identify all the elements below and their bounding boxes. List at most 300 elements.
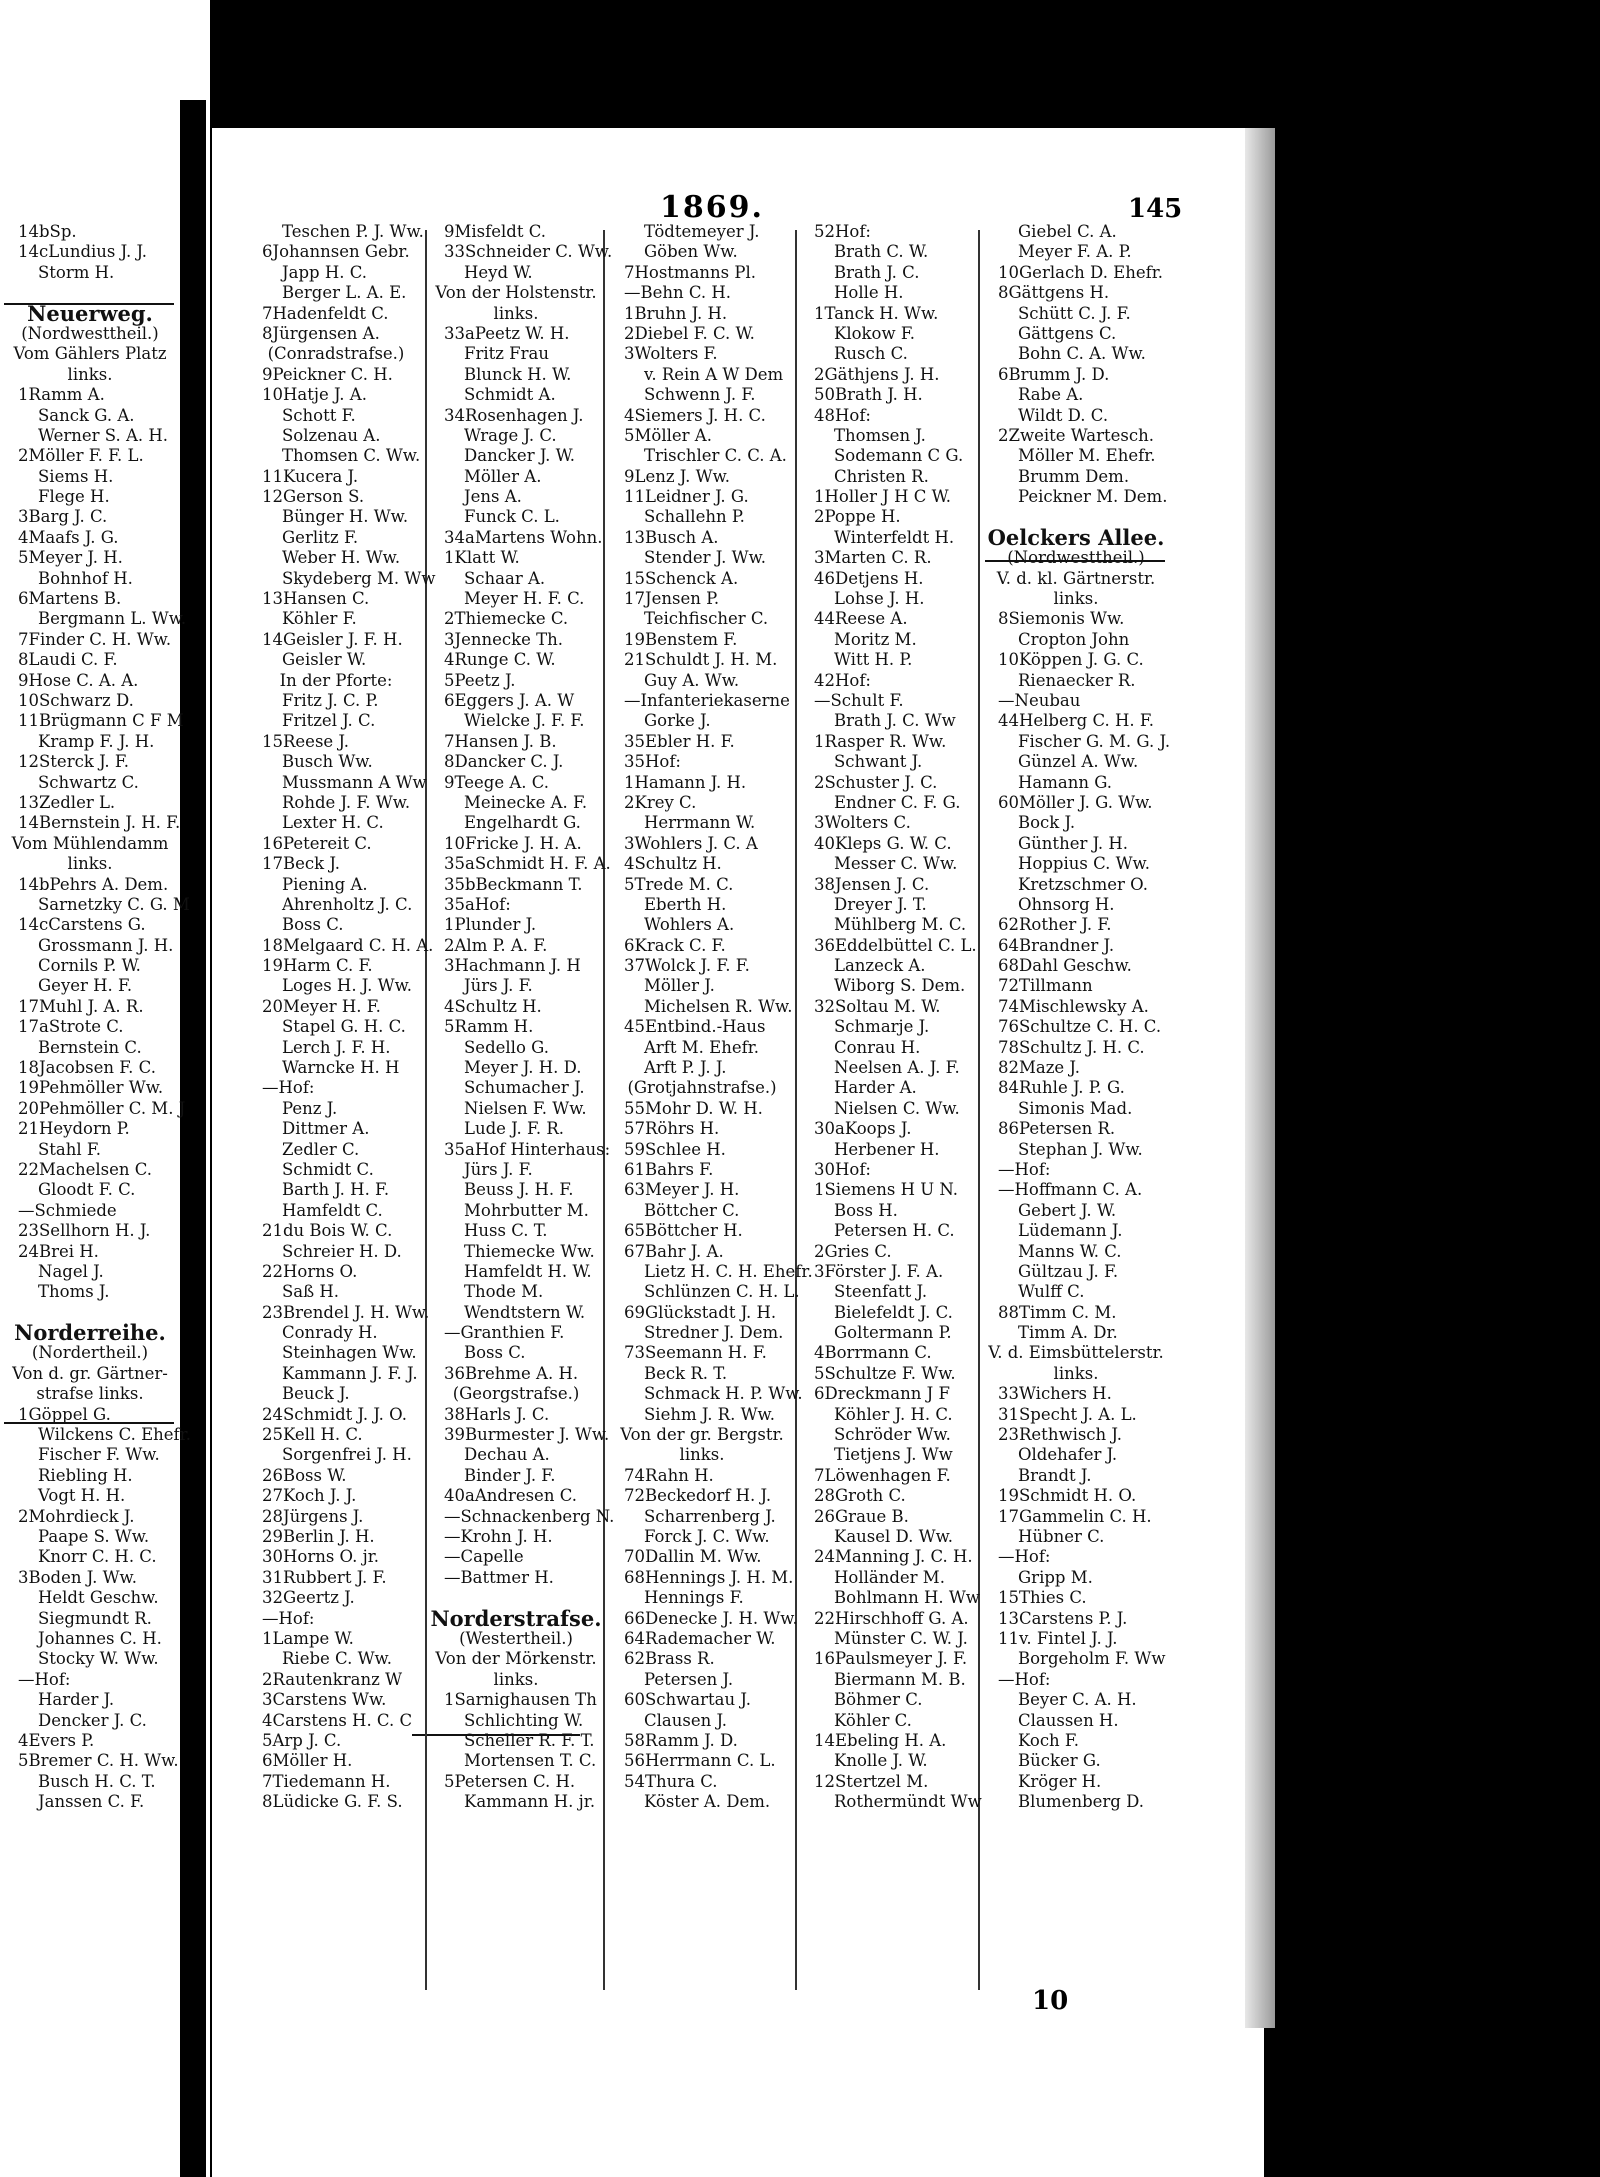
directory-entry: 4Schultz H. — [444, 996, 542, 1016]
directory-entry: 30aKoops J. — [814, 1119, 912, 1139]
directory-entry: Köster A. Dem. — [644, 1792, 771, 1812]
directory-entry: 19Pehmöller Ww. — [18, 1078, 164, 1098]
directory-entry: Lohse J. H. — [834, 589, 925, 609]
directory-entry: 31Rubbert J. F. — [262, 1567, 387, 1587]
directory-entry: 23Brendel J. H. Ww. — [262, 1302, 430, 1322]
directory-entry: —Schmiede — [18, 1200, 117, 1220]
directory-entry: 32Soltau M. W. — [814, 996, 941, 1016]
directory-entry: Hennings F. — [644, 1588, 744, 1608]
directory-entry: 36Eddelbüttel C. L. — [814, 935, 977, 955]
directory-entry: Thode M. — [464, 1282, 544, 1302]
directory-entry: Wendtstern W. — [464, 1302, 586, 1322]
directory-entry: Boss C. — [464, 1343, 526, 1363]
directory-entry: 22Hirschhoff G. A. — [814, 1608, 969, 1628]
directory-entry: (Georgstrafse.) — [452, 1384, 580, 1404]
directory-entry: Steinhagen Ww. — [282, 1343, 417, 1363]
directory-entry: Boss C. — [282, 915, 344, 935]
directory-entry: 14bSp. — [18, 222, 77, 241]
directory-entry: 14Geisler J. F. H. — [262, 629, 403, 649]
directory-entry: 62Brass R. — [624, 1649, 715, 1669]
directory-entry: Guy A. Ww. — [644, 670, 740, 690]
directory-entry: 4Siemers J. H. C. — [624, 405, 766, 425]
directory-entry: 4Schultz H. — [624, 854, 722, 874]
directory-entry: 3Wohlers J. C. A — [624, 833, 758, 853]
directory-entry: Arft M. Ehefr. — [644, 1037, 760, 1057]
directory-entry: 13Hansen C. — [262, 589, 370, 609]
directory-entry: links. — [679, 1445, 725, 1465]
directory-entry: 35Ebler H. F. — [624, 731, 735, 751]
directory-entry: 60Möller J. G. Ww. — [998, 792, 1153, 812]
directory-entry: Busch Ww. — [282, 752, 373, 772]
directory-entry: 23Sellhorn H. J. — [18, 1221, 151, 1241]
column-divider — [795, 230, 797, 1990]
column-4 — [800, 222, 982, 1812]
directory-entry: 1Klatt W. — [444, 548, 520, 568]
directory-entry: Möller J. — [644, 976, 715, 996]
directory-entry: Blunck H. W. — [464, 364, 572, 384]
directory-entry: Thiemecke Ww. — [464, 1241, 595, 1261]
directory-entry: 82Maze J. — [998, 1058, 1081, 1078]
directory-entry: Wohlers A. — [644, 915, 735, 935]
directory-entry: Dechau A. — [464, 1445, 550, 1465]
directory-entry: Tödtemeyer J. — [644, 222, 760, 241]
directory-entry: Brath J. C. Ww — [834, 711, 956, 731]
directory-entry: Harder A. — [834, 1078, 917, 1098]
directory-entry: Wielcke J. F. F. — [464, 711, 585, 731]
directory-entry: 33Wichers H. — [998, 1384, 1112, 1404]
directory-entry: 1Hamann J. H. — [624, 772, 747, 792]
directory-entry: 54Thura C. — [624, 1771, 718, 1791]
directory-entry: Schaar A. — [464, 568, 546, 588]
directory-entry: —Battmer H. — [444, 1567, 554, 1587]
directory-entry: 6Krack C. F. — [624, 935, 726, 955]
directory-entry: 3Hachmann J. H — [444, 956, 581, 976]
directory-entry: Münster C. W. J. — [834, 1628, 968, 1648]
directory-entry: 7Tiedemann H. — [262, 1771, 391, 1791]
directory-entry: Berger L. A. E. — [282, 283, 407, 303]
directory-entry: Beyer C. A. H. — [1018, 1690, 1137, 1710]
directory-entry: Meyer J. H. D. — [464, 1058, 582, 1078]
directory-entry: 7Hostmanns Pl. — [624, 262, 756, 282]
directory-entry: Sedello G. — [464, 1037, 549, 1057]
directory-entry: 34aMartens Wohn. — [444, 527, 603, 547]
directory-entry: Weber H. Ww. — [282, 548, 401, 568]
directory-entry: 44Helberg C. H. F. — [998, 711, 1154, 731]
directory-entry: Meyer H. F. C. — [464, 589, 585, 609]
directory-entry: 3Marten C. R. — [814, 548, 932, 568]
directory-entry: 2Rautenkranz W — [262, 1669, 403, 1689]
directory-entry: —Hof: — [262, 1078, 315, 1098]
directory-entry: links. — [1053, 589, 1099, 609]
directory-entry: Schumacher J. — [464, 1078, 585, 1098]
directory-entry: Timm A. Dr. — [1018, 1323, 1118, 1343]
directory-entry: 28Groth C. — [814, 1486, 906, 1506]
directory-entry: 1Bruhn J. H. — [624, 303, 728, 323]
directory-entry: Günther J. H. — [1018, 833, 1129, 853]
directory-entry: Von der Mörkenstr. — [435, 1649, 597, 1669]
directory-entry: 24Schmidt J. J. O. — [262, 1404, 407, 1424]
directory-entry: Funck C. L. — [464, 507, 560, 527]
directory-entry: Goltermann P. — [834, 1323, 952, 1343]
directory-entry: 59Schlee H. — [624, 1139, 726, 1159]
directory-entry: Bernstein C. — [38, 1037, 142, 1057]
directory-entry: 1Ramm A. — [18, 385, 105, 405]
directory-entry: Stender J. Ww. — [644, 548, 766, 568]
directory-entry: 23Rethwisch J. — [998, 1425, 1122, 1445]
directory-entry: 9Teege A. C. — [444, 772, 550, 792]
directory-entry: Wiborg S. Dem. — [834, 976, 966, 996]
directory-entry: 19Harm C. F. — [262, 956, 373, 976]
directory-entry: 52Hof: — [814, 222, 871, 241]
directory-entry: 38Jensen J. C. — [814, 874, 930, 894]
directory-entry: 32Geertz J. — [262, 1588, 355, 1608]
directory-entry: 6Dreckmann J F — [814, 1384, 950, 1404]
directory-entry: Fritz Frau — [464, 344, 549, 364]
directory-entry: 20Meyer H. F. — [262, 996, 381, 1016]
directory-entry: Lerch J. F. H. — [282, 1037, 391, 1057]
directory-entry: Oldehafer J. — [1018, 1445, 1118, 1465]
directory-entry: 1Siemens H U N. — [814, 1180, 959, 1200]
directory-entry: 19Benstem F. — [624, 629, 738, 649]
directory-entry: Nielsen C. Ww. — [834, 1098, 960, 1118]
directory-entry: Clausen J. — [644, 1710, 728, 1730]
directory-entry: 5Arp J. C. — [262, 1730, 342, 1750]
directory-entry: 60Schwartau J. — [624, 1690, 751, 1710]
column-divider — [978, 230, 980, 1990]
directory-entry: 42Hof: — [814, 670, 871, 690]
directory-entry: 10Köppen J. G. C. — [998, 650, 1144, 670]
directory-entry: 61Bahrs F. — [624, 1159, 714, 1179]
directory-entry: Möller A. — [464, 466, 542, 486]
directory-entry: Mussmann A Ww — [282, 772, 427, 792]
column-1 — [248, 222, 436, 1812]
directory-entry: Busch H. C. T. — [38, 1771, 156, 1791]
column-divider — [603, 230, 605, 1990]
directory-entry: 86Petersen R. — [998, 1119, 1116, 1139]
directory-entry: Jens A. — [464, 487, 522, 507]
directory-entry: 33aPeetz W. H. — [444, 323, 570, 343]
directory-entry: Vom Mühlendamm — [11, 833, 169, 853]
directory-entry: Arft P. J. J. — [644, 1058, 727, 1078]
directory-entry: Kröger H. — [1018, 1771, 1102, 1791]
column-2 — [430, 222, 615, 1812]
book-spine — [180, 100, 206, 2177]
directory-entry: 2Schuster J. C. — [814, 772, 938, 792]
directory-entry: Kammann H. jr. — [464, 1792, 596, 1812]
directory-entry: 2Krey C. — [624, 792, 697, 812]
directory-entry: Wulff C. — [1018, 1282, 1085, 1302]
directory-entry: Siehm J. R. Ww. — [644, 1404, 775, 1424]
directory-entry: Bohnhof H. — [38, 568, 133, 588]
directory-entry: Lanzeck A. — [834, 956, 926, 976]
directory-entry: 11v. Fintel J. J. — [998, 1628, 1118, 1648]
directory-entry: Knolle J. W. — [834, 1751, 928, 1771]
directory-entry: Jürs J. F. — [464, 976, 533, 996]
directory-entry: Mohrbutter M. — [464, 1200, 589, 1220]
directory-entry: Teschen P. J. Ww. — [282, 222, 424, 241]
directory-entry: Dreyer J. T. — [834, 894, 927, 914]
directory-entry: Herrmann W. — [644, 813, 756, 833]
directory-entry: —Infanteriekaserne — [624, 690, 790, 710]
street-heading: Oelckers Allee. — [987, 524, 1165, 550]
directory-entry: 22Horns O. — [262, 1261, 358, 1281]
street-heading: Norderstrafse. — [430, 1605, 602, 1631]
directory-entry: Brath C. W. — [834, 242, 929, 262]
directory-entry: Storm H. — [38, 262, 115, 282]
directory-entry: —Granthien F. — [444, 1323, 565, 1343]
directory-entry: Jürs J. F. — [464, 1159, 533, 1179]
directory-entry: 3Förster J. F. A. — [814, 1261, 944, 1281]
directory-entry: Köhler F. — [282, 609, 357, 629]
directory-entry: Cornils P. W. — [38, 956, 141, 976]
directory-entry: Endner C. F. G. — [834, 792, 961, 812]
directory-entry: Gloodt F. C. — [38, 1180, 136, 1200]
directory-entry: Beuss J. H. F. — [464, 1180, 574, 1200]
directory-entry: Schallehn P. — [644, 507, 745, 527]
directory-entry: Scheller R. F. T. — [464, 1730, 595, 1750]
directory-entry: Messer C. Ww. — [834, 854, 958, 874]
directory-entry: (Conradstrafse.) — [267, 344, 405, 364]
directory-entry: 5Bremer C. H. Ww. — [18, 1751, 179, 1771]
directory-entry: —Behn C. H. — [624, 283, 732, 303]
directory-entry: 16Paulsmeyer J. F. — [814, 1649, 968, 1669]
directory-entry: Forck J. C. Ww. — [644, 1527, 770, 1546]
directory-entry: Michelsen R. Ww. — [644, 996, 793, 1016]
directory-entry: Holländer M. — [834, 1567, 945, 1587]
directory-entry: Huss C. T. — [464, 1221, 548, 1241]
directory-entry: 6Eggers J. A. W — [444, 690, 575, 710]
directory-entry: Fritzel J. C. — [282, 711, 376, 731]
directory-entry: Lietz H. C. H. Ehefr. — [644, 1261, 813, 1281]
directory-entry: (Nordwesttheil.) — [21, 323, 159, 343]
directory-entry: 9Lenz J. Ww. — [624, 466, 730, 486]
directory-entry: 12Stertzel M. — [814, 1771, 929, 1791]
directory-entry: 8Dancker C. J. — [444, 752, 564, 772]
directory-entry: 17Jensen P. — [624, 589, 720, 609]
directory-entry: 11Leidner J. G. — [624, 487, 749, 507]
directory-entry: Winterfeldt H. — [834, 527, 955, 547]
directory-entry: Petersen H. C. — [834, 1221, 955, 1241]
directory-entry: In der Pforte: — [279, 670, 393, 690]
directory-entry: 12Gerson S. — [262, 487, 365, 507]
directory-entry: 1Rasper R. Ww. — [814, 731, 947, 751]
directory-entry: Kramp F. J. H. — [38, 731, 155, 751]
directory-entry: 8Gättgens H. — [998, 283, 1110, 303]
directory-entry: 5Petersen C. H. — [444, 1771, 576, 1791]
directory-entry: 68Dahl Geschw. — [998, 956, 1132, 976]
directory-entry: 3Jennecke Th. — [444, 629, 564, 649]
directory-entry: 5Peetz J. — [444, 670, 516, 690]
directory-entry: Köhler J. H. C. — [834, 1404, 953, 1424]
directory-entry: 40Kleps G. W. C. — [814, 833, 952, 853]
directory-entry: Peickner M. Dem. — [1018, 487, 1168, 507]
directory-entry: Böttcher C. — [644, 1200, 740, 1220]
directory-entry: Kausel D. Ww. — [834, 1527, 954, 1546]
directory-entry: 5Schultze F. Ww. — [814, 1363, 956, 1383]
directory-entry: 34Rosenhagen J. — [444, 405, 584, 425]
directory-entry: 28Jürgens J. — [262, 1506, 364, 1526]
header-page-number: 145 — [1128, 194, 1183, 224]
directory-entry: 48Hof: — [814, 405, 871, 425]
directory-entry: Neelsen A. J. F. — [834, 1058, 960, 1078]
directory-entry: 35Hof: — [624, 752, 681, 772]
directory-entry: Siegmundt R. — [38, 1608, 152, 1628]
directory-entry: Bohlmann H. Ww — [834, 1588, 980, 1608]
directory-entry: 70Dallin M. Ww. — [624, 1547, 762, 1567]
directory-entry: Engelhardt G. — [464, 813, 581, 833]
directory-entry: 40aAndresen C. — [444, 1486, 577, 1506]
directory-entry: Beuck J. — [282, 1384, 350, 1404]
directory-entry: 4Evers P. — [18, 1730, 95, 1750]
directory-entry: Borgeholm F. Ww — [1018, 1649, 1166, 1669]
directory-entry: 13Carstens P. J. — [998, 1608, 1128, 1628]
directory-entry: Eberth H. — [644, 894, 727, 914]
directory-entry: 21du Bois W. C. — [262, 1221, 393, 1241]
directory-entry: 44Reese A. — [814, 609, 908, 629]
directory-entry: Tietjens J. Ww — [834, 1445, 953, 1465]
directory-entry: 5Ramm H. — [444, 1017, 534, 1037]
directory-entry: Stredner J. Dem. — [644, 1323, 784, 1343]
directory-entry: Schreier H. D. — [282, 1241, 402, 1261]
directory-entry: Knorr C. H. C. — [38, 1547, 157, 1567]
directory-entry: Meyer F. A. P. — [1018, 242, 1132, 262]
directory-entry: 69Glückstadt J. H. — [624, 1302, 777, 1322]
directory-entry: 7Hadenfeldt C. — [262, 303, 389, 323]
directory-entry: 2Diebel F. C. W. — [624, 323, 755, 343]
directory-entry: Schlichting W. — [464, 1710, 584, 1730]
directory-entry: links. — [493, 303, 539, 323]
directory-entry: Moritz M. — [834, 629, 917, 649]
directory-entry: Schröder Ww. — [834, 1425, 951, 1445]
directory-entry: 84Ruhle J. P. G. — [998, 1078, 1125, 1098]
directory-entry: Riebe C. Ww. — [282, 1649, 392, 1669]
directory-entry: Penz J. — [282, 1098, 338, 1118]
directory-entry: (Nordwesttheil.) — [1007, 548, 1145, 568]
directory-entry: 35aHof: — [444, 894, 511, 914]
directory-entry: Steenfatt J. — [834, 1282, 928, 1302]
directory-entry: Brumm Dem. — [1018, 466, 1130, 486]
directory-entry: 3Wolters C. — [814, 813, 911, 833]
directory-entry: Cropton John — [1018, 629, 1130, 649]
signature-mark: 10 — [1032, 1986, 1069, 2016]
directory-entry: Geyer H. F. — [38, 976, 133, 996]
directory-entry: 17aStrote C. — [18, 1017, 124, 1037]
directory-entry: 30Hof: — [814, 1159, 871, 1179]
directory-entry: Solzenau A. — [282, 425, 381, 445]
directory-entry: 33Schneider C. Ww. — [444, 242, 613, 262]
directory-entry: 78Schultz J. H. C. — [998, 1037, 1145, 1057]
directory-entry: —Hof: — [262, 1608, 315, 1628]
directory-entry: 3Boden J. Ww. — [18, 1567, 137, 1587]
directory-entry: 56Herrmann C. L. — [624, 1751, 776, 1771]
directory-entry: Von d. gr. Gärtner- — [12, 1363, 168, 1383]
directory-entry: 67Bahr J. A. — [624, 1241, 724, 1261]
directory-entry: 5Meyer J. H. — [18, 548, 123, 568]
directory-entry: Dancker J. W. — [464, 446, 575, 466]
directory-entry: —Krohn J. H. — [444, 1527, 553, 1546]
directory-entry: Fischer G. M. G. J. — [1018, 731, 1171, 751]
directory-entry: 21Heydorn P. — [18, 1119, 130, 1139]
directory-entry: 29Berlin J. H. — [262, 1527, 375, 1546]
directory-entry: Schwartz C. — [38, 772, 139, 792]
directory-entry: 6Johannsen Gebr. — [262, 242, 410, 262]
directory-entry: 88Timm C. M. — [998, 1302, 1117, 1322]
directory-entry: 62Rother J. F. — [998, 915, 1112, 935]
directory-entry: Dencker J. C. — [38, 1710, 147, 1730]
directory-entry: Schlünzen C. H. L. — [644, 1282, 800, 1302]
directory-entry: Trischler C. C. A. — [644, 446, 787, 466]
directory-entry: Heldt Geschw. — [38, 1588, 159, 1608]
directory-entry: 63Meyer J. H. — [624, 1180, 740, 1200]
directory-entry: 14cCarstens G. — [18, 915, 146, 935]
directory-entry: (Nordertheil.) — [31, 1343, 149, 1363]
directory-entry: 7Löwenhagen F. — [814, 1465, 951, 1485]
directory-entry: Conrau H. — [834, 1037, 921, 1057]
directory-entry: 17Beck J. — [262, 854, 340, 874]
directory-entry: 1Sarnighausen Th — [444, 1690, 597, 1710]
directory-entry: Lexter H. C. — [282, 813, 384, 833]
directory-entry: 6Möller H. — [262, 1751, 353, 1771]
directory-entry: Teichfischer C. — [644, 609, 769, 629]
directory-entry: Bock J. — [1018, 813, 1076, 833]
directory-entry: 37Wolck J. F. F. — [624, 956, 750, 976]
directory-entry: —Neubau — [998, 690, 1081, 710]
directory-entry: 2Gäthjens J. H. — [814, 364, 940, 384]
directory-entry: Rusch C. — [834, 344, 908, 364]
directory-entry: 55Mohr D. W. H. — [624, 1098, 763, 1118]
directory-entry: Gorke J. — [644, 711, 711, 731]
directory-entry: —Hof: — [998, 1669, 1051, 1689]
directory-entry: 35aHof Hinterhaus: — [444, 1139, 611, 1159]
directory-entry: 68Hennings J. H. M. — [624, 1567, 794, 1587]
directory-entry: 35aSchmidt H. F. A. — [444, 854, 611, 874]
directory-entry: Bünger H. Ww. — [282, 507, 409, 527]
directory-entry: 15Thies C. — [998, 1588, 1087, 1608]
directory-entry: Günzel A. Ww. — [1018, 752, 1139, 772]
directory-entry: Nielsen F. Ww. — [464, 1098, 587, 1118]
directory-entry: Rothermündt Ww — [834, 1792, 982, 1812]
directory-entry: —Hof: — [998, 1159, 1051, 1179]
directory-entry: Siems H. — [38, 466, 114, 486]
directory-entry: Nagel J. — [38, 1261, 104, 1281]
directory-entry: 3Wolters F. — [624, 344, 718, 364]
directory-entry: 17Muhl J. A. R. — [18, 996, 144, 1016]
directory-entry: Lüdemann J. — [1018, 1221, 1123, 1241]
directory-entry: 21Schuldt J. H. M. — [624, 650, 778, 670]
directory-entry: 45Entbind.-Haus — [624, 1017, 766, 1037]
directory-entry: 10Hatje J. A. — [262, 385, 367, 405]
directory-entry: links. — [67, 364, 113, 384]
directory-entry: 38Harls J. C. — [444, 1404, 550, 1424]
directory-entry: 8Lüdicke G. F. S. — [262, 1792, 403, 1812]
directory-entry: Schmarje J. — [834, 1017, 930, 1037]
directory-entry: 64Rademacher W. — [624, 1628, 776, 1648]
directory-entry: Schwant J. — [834, 752, 923, 772]
directory-entry: Rabe A. — [1018, 385, 1084, 405]
directory-entry: Bielefeldt J. C. — [834, 1302, 953, 1322]
directory-entry: 3Carstens Ww. — [262, 1690, 387, 1710]
directory-entry: Simonis Mad. — [1018, 1098, 1133, 1118]
directory-entry: Meinecke A. F. — [464, 792, 588, 812]
directory-entry: 50Brath J. H. — [814, 385, 923, 405]
directory-entry: Sorgenfrei J. H. — [282, 1445, 412, 1465]
directory-entry: Hübner C. — [1018, 1527, 1105, 1546]
directory-entry: 4Runge C. W. — [444, 650, 556, 670]
directory-entry: Stocky W. Ww. — [38, 1649, 159, 1669]
directory-entry: 27Koch J. J. — [262, 1486, 357, 1506]
directory-entry: Schott F. — [282, 405, 356, 425]
directory-entry: 1Tanck H. Ww. — [814, 303, 939, 323]
